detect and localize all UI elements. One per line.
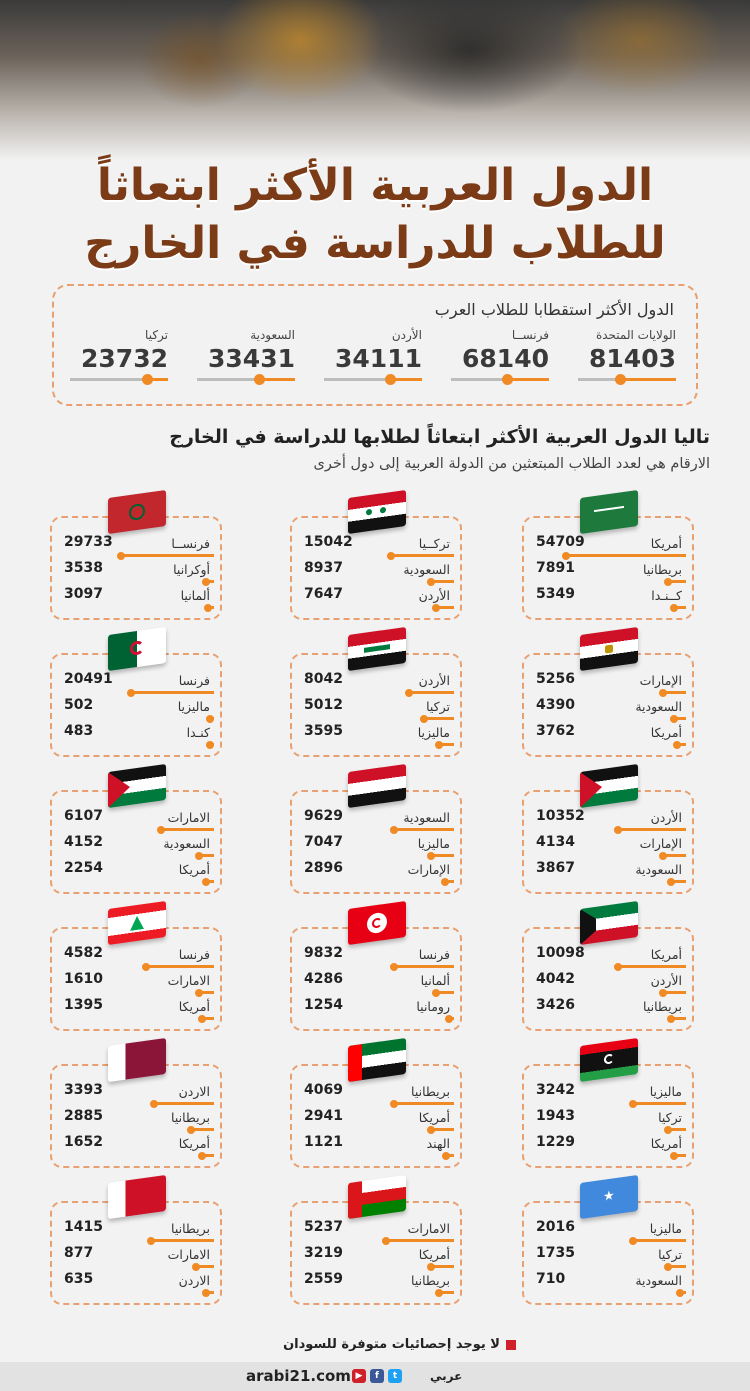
- destination-name: الأردن: [650, 810, 682, 825]
- jordan-flag: [108, 764, 166, 808]
- destination-bar-dot: [670, 604, 678, 612]
- destination-bar: [121, 554, 214, 557]
- destination-name: الإمارات: [639, 836, 682, 851]
- country-card: [50, 1201, 222, 1305]
- destination-row: [298, 858, 454, 884]
- destination-name: أمريكا: [418, 1110, 450, 1125]
- destination-name: بريطانيا: [643, 999, 682, 1014]
- destination-row: [530, 1243, 686, 1269]
- country-card: [522, 653, 694, 757]
- page-title-line1: الدول العربية الأكثر ابتعاثاً: [96, 160, 654, 211]
- destination-row: [58, 669, 214, 695]
- destination-name: كنـدا: [186, 725, 210, 740]
- egypt-flag: [580, 627, 638, 671]
- syria-flag: [348, 490, 406, 534]
- destination-name: تركيا: [426, 699, 450, 714]
- destination-name: بريطانيا: [171, 1221, 210, 1236]
- destination-value: 8937: [304, 560, 343, 576]
- top-destination-value: 33431: [208, 344, 295, 373]
- top-destination-name: الولايات المتحدة: [595, 328, 676, 342]
- destination-value: 635: [64, 1271, 94, 1287]
- destination-bar-dot: [676, 1289, 684, 1297]
- destination-bar: [161, 828, 214, 831]
- destination-row: [298, 532, 454, 558]
- destination-name: تركــيا: [418, 536, 450, 551]
- destination-value: 1121: [304, 1134, 343, 1150]
- destination-bar: [566, 554, 686, 557]
- country-card: [290, 653, 462, 757]
- destination-row: [58, 969, 214, 995]
- destination-row: [58, 1269, 214, 1295]
- country-card: [522, 1188, 694, 1305]
- destination-name: السعودية: [635, 1273, 682, 1288]
- top-destinations-box: [52, 284, 698, 406]
- country-card: [50, 927, 222, 1031]
- country-card: [290, 516, 462, 620]
- destination-value: 3867: [536, 860, 575, 876]
- destination-name: ألمانيا: [180, 588, 210, 603]
- destination-row: [530, 584, 686, 610]
- top-destination-name: السعودية: [250, 328, 295, 342]
- top-destination-value: 81403: [589, 344, 676, 373]
- destination-row: [58, 1243, 214, 1269]
- destination-row: [298, 969, 454, 995]
- destination-value: 3097: [64, 586, 103, 602]
- destination-name: ماليزيا: [417, 836, 450, 851]
- top-destination-bar-fill: [508, 378, 549, 381]
- destination-row: [58, 1080, 214, 1106]
- top-destination-bar-fill: [621, 378, 676, 381]
- country-card: [290, 927, 462, 1031]
- destination-row: [530, 806, 686, 832]
- destination-bar-dot: [445, 1015, 453, 1023]
- destination-name: الامارات: [167, 973, 210, 988]
- destination-bar: [394, 828, 454, 831]
- destination-row: [58, 943, 214, 969]
- top-destination-item: [451, 328, 549, 398]
- destination-bar-dot: [206, 741, 214, 749]
- destination-row: [298, 1080, 454, 1106]
- destination-bar: [424, 717, 454, 720]
- destination-row: [530, 995, 686, 1021]
- destination-row: [530, 1132, 686, 1158]
- destination-value: 483: [64, 723, 94, 739]
- top-destination-bar-track: [324, 378, 422, 381]
- destination-value: 2885: [64, 1108, 103, 1124]
- bahrain-flag: [108, 1175, 166, 1219]
- destination-row: [530, 1106, 686, 1132]
- destination-row: [530, 532, 686, 558]
- top-destination-bar-track: [70, 378, 168, 381]
- top-destination-name: الأردن: [391, 328, 422, 342]
- destination-name: فرنسا: [178, 673, 210, 688]
- destination-value: 6107: [64, 808, 103, 824]
- destination-row: [58, 584, 214, 610]
- lebanon-flag: [108, 901, 166, 945]
- destination-name: بريطانيا: [411, 1084, 450, 1099]
- destination-value: 54709: [536, 534, 585, 550]
- destination-value: 4286: [304, 971, 343, 987]
- destination-bar-dot: [667, 1015, 675, 1023]
- destination-value: 5012: [304, 697, 343, 713]
- sudan-note: لا يوجد إحصائيات متوفرة للسودان: [283, 1337, 500, 1352]
- destination-name: الاردن: [178, 1273, 210, 1288]
- somalia-flag: ★: [580, 1175, 638, 1219]
- destination-bar: [394, 1102, 454, 1105]
- destination-bar: [151, 1239, 214, 1242]
- destination-bar-dot: [667, 878, 675, 886]
- destination-value: 10098: [536, 945, 585, 961]
- destination-value: 5349: [536, 586, 575, 602]
- destination-name: الإمارات: [407, 862, 450, 877]
- destination-name: فرنســا: [171, 536, 210, 551]
- destination-bar: [391, 554, 454, 557]
- destination-value: 1735: [536, 1245, 575, 1261]
- destination-value: 1652: [64, 1134, 103, 1150]
- destination-name: أمريكا: [178, 862, 210, 877]
- site-link[interactable]: arabi21.com: [246, 1367, 351, 1385]
- destination-value: 4152: [64, 834, 103, 850]
- destination-row: [298, 1243, 454, 1269]
- destination-value: 7891: [536, 560, 575, 576]
- destination-value: 1415: [64, 1219, 103, 1235]
- top-destination-value: 23732: [81, 344, 168, 373]
- section-subtitle: الارقام هي لعدد الطلاب المبتعثين من الدولة العربية إلى دول أخرى: [313, 456, 710, 472]
- destination-value: 10352: [536, 808, 585, 824]
- uae-flag: [348, 1038, 406, 1082]
- destination-name: السعودية: [163, 836, 210, 851]
- destination-value: 4069: [304, 1082, 343, 1098]
- destination-value: 3219: [304, 1245, 343, 1261]
- destination-name: الأردن: [418, 673, 450, 688]
- destination-name: ألمانيا: [420, 973, 450, 988]
- destination-value: 2559: [304, 1271, 343, 1287]
- top-destination-name: فرنســا: [511, 328, 549, 342]
- destination-name: أمريكا: [418, 1247, 450, 1262]
- destination-name: ماليزيا: [649, 1221, 682, 1236]
- destination-name: بريطانيا: [411, 1273, 450, 1288]
- destination-value: 1610: [64, 971, 103, 987]
- destination-value: 8042: [304, 671, 343, 687]
- section-title: تاليا الدول العربية الأكثر ابتعاثاً لطلابها للدراسة في الخارج: [169, 426, 710, 448]
- destination-value: 20491: [64, 671, 113, 687]
- destination-name: الهند: [426, 1136, 450, 1151]
- destination-value: 2896: [304, 860, 343, 876]
- note-marker: [506, 1340, 516, 1350]
- country-card: [50, 653, 222, 757]
- destination-row: [58, 1217, 214, 1243]
- destination-bar-dot: [202, 878, 210, 886]
- top-destination-item: [70, 328, 168, 398]
- destination-row: [530, 943, 686, 969]
- destination-name: ماليزيا: [649, 1084, 682, 1099]
- facebook-icon[interactable]: f: [370, 1369, 384, 1383]
- destination-row: [298, 721, 454, 747]
- destination-name: الأردن: [650, 973, 682, 988]
- destination-row: [58, 995, 214, 1021]
- destination-value: 7047: [304, 834, 343, 850]
- destination-name: السعودية: [635, 699, 682, 714]
- destination-value: 3595: [304, 723, 343, 739]
- top-destination-bar-track: [578, 378, 676, 381]
- destination-row: [58, 558, 214, 584]
- destination-row: [298, 832, 454, 858]
- destination-value: 3393: [64, 1082, 103, 1098]
- destination-name: أمريكا: [178, 1136, 210, 1151]
- top-destination-bar-knob: [385, 374, 396, 385]
- destination-name: أمريكا: [650, 947, 682, 962]
- destination-name: تركيا: [658, 1110, 682, 1125]
- destination-row: [298, 1132, 454, 1158]
- destination-name: بريطانيا: [643, 562, 682, 577]
- yemen-flag: [348, 764, 406, 808]
- destination-name: الاردن: [178, 1084, 210, 1099]
- destination-bar-dot: [435, 741, 443, 749]
- oman-flag: [348, 1175, 406, 1219]
- top-destination-value: 34111: [335, 344, 422, 373]
- destination-value: 3242: [536, 1082, 575, 1098]
- destination-name: الامارات: [407, 1221, 450, 1236]
- top-destination-item: [324, 328, 422, 398]
- destination-bar-dot: [198, 1015, 206, 1023]
- destination-name: ماليزيا: [177, 699, 210, 714]
- top-destinations-title: الدول الأكثر استقطابا للطلاب العرب: [434, 300, 674, 319]
- destination-bar-dot: [202, 1289, 210, 1297]
- destination-value: 3762: [536, 723, 575, 739]
- destination-row: [530, 669, 686, 695]
- destination-name: كــنـدا: [651, 588, 682, 603]
- top-destination-bar-knob: [502, 374, 513, 385]
- destination-value: 29733: [64, 534, 113, 550]
- destination-row: [530, 1217, 686, 1243]
- destination-name: أمريكا: [650, 725, 682, 740]
- destination-name: الإمارات: [639, 673, 682, 688]
- destination-value: 2254: [64, 860, 103, 876]
- destination-name: بريطانيا: [171, 1110, 210, 1125]
- destination-value: 2016: [536, 1219, 575, 1235]
- country-card: [522, 1064, 694, 1168]
- destination-row: [298, 558, 454, 584]
- destination-bar: [633, 1102, 686, 1105]
- country-card: [522, 927, 694, 1031]
- destination-bar-dot: [673, 741, 681, 749]
- destination-bar: [154, 1102, 214, 1105]
- destination-name: أمريكا: [178, 999, 210, 1014]
- palestine-flag: [580, 764, 638, 808]
- destination-bar-dot: [204, 604, 212, 612]
- destination-row: [298, 1269, 454, 1295]
- destination-value: 4042: [536, 971, 575, 987]
- destination-name: رومانيا: [416, 999, 450, 1014]
- top-destinations-list: [66, 328, 676, 398]
- destination-bar: [394, 965, 454, 968]
- qatar-flag: [108, 1038, 166, 1082]
- destination-value: 3538: [64, 560, 103, 576]
- destination-name: ماليزيا: [417, 725, 450, 740]
- destination-row: [58, 1106, 214, 1132]
- top-destination-bar-track: [451, 378, 549, 381]
- destination-name: أمريكا: [650, 536, 682, 551]
- destination-row: [530, 695, 686, 721]
- destination-name: فرنسا: [418, 947, 450, 962]
- destination-row: [530, 858, 686, 884]
- destination-row: [298, 695, 454, 721]
- destination-name: أمريكا: [650, 1136, 682, 1151]
- destination-name: الامارات: [167, 1247, 210, 1262]
- top-destination-value: 68140: [462, 344, 549, 373]
- destination-row: [298, 584, 454, 610]
- destination-name: تركيا: [658, 1247, 682, 1262]
- destination-value: 9832: [304, 945, 343, 961]
- destination-row: [530, 1080, 686, 1106]
- top-destination-bar-track: [197, 378, 295, 381]
- destination-bar: [618, 828, 686, 831]
- destination-value: 4134: [536, 834, 575, 850]
- destination-bar-dot: [441, 878, 449, 886]
- top-destination-bar-knob: [615, 374, 626, 385]
- destination-value: 4582: [64, 945, 103, 961]
- destination-row: [298, 995, 454, 1021]
- destination-value: 1395: [64, 997, 103, 1013]
- country-card: [50, 790, 222, 894]
- destination-row: [298, 669, 454, 695]
- country-card: [50, 1064, 222, 1168]
- footer: [0, 1362, 750, 1391]
- destination-value: 710: [536, 1271, 566, 1287]
- destination-bar: [386, 1239, 454, 1242]
- destination-value: 5256: [536, 671, 575, 687]
- destination-name: الأردن: [418, 588, 450, 603]
- destination-row: [58, 832, 214, 858]
- destination-value: 3426: [536, 997, 575, 1013]
- destination-row: [58, 806, 214, 832]
- country-card: [290, 1201, 462, 1305]
- destination-value: 877: [64, 1245, 94, 1261]
- destination-bar: [618, 965, 686, 968]
- destination-bar-dot: [432, 604, 440, 612]
- destination-bar-dot: [435, 1289, 443, 1297]
- destination-bar-dot: [198, 1152, 206, 1160]
- top-destination-item: [197, 328, 295, 398]
- destination-value: 1943: [536, 1108, 575, 1124]
- top-destination-item: [578, 328, 676, 398]
- destination-bar: [409, 691, 454, 694]
- country-card: [522, 790, 694, 894]
- destination-bar-dot: [442, 1152, 450, 1160]
- country-card: [522, 516, 694, 620]
- destination-value: 2941: [304, 1108, 343, 1124]
- destination-row: [298, 943, 454, 969]
- destination-bar: [146, 965, 214, 968]
- destination-name: السعودية: [403, 810, 450, 825]
- destination-value: 1229: [536, 1134, 575, 1150]
- twitter-icon[interactable]: t: [388, 1369, 402, 1383]
- destination-value: 1254: [304, 997, 343, 1013]
- top-destination-bar-knob: [142, 374, 153, 385]
- page-title-line2: للطلاب للدراسة في الخارج: [84, 218, 666, 269]
- destination-bar: [633, 1239, 686, 1242]
- libya-flag: [580, 1038, 638, 1082]
- destination-row: [530, 1269, 686, 1295]
- destination-bar-dot: [670, 1152, 678, 1160]
- youtube-icon[interactable]: ▶: [352, 1369, 366, 1383]
- destination-value: 5237: [304, 1219, 343, 1235]
- kuwait-flag: [580, 901, 638, 945]
- top-destination-name: تركيا: [145, 328, 168, 342]
- destination-row: [58, 721, 214, 747]
- tunisia-flag: [348, 901, 406, 945]
- destination-row: [58, 858, 214, 884]
- destination-row: [530, 558, 686, 584]
- destination-value: 502: [64, 697, 94, 713]
- destination-name: السعودية: [403, 562, 450, 577]
- morocco-flag: [108, 490, 166, 534]
- country-card: [290, 1064, 462, 1168]
- country-card: [50, 516, 222, 620]
- destination-name: فرنسا: [178, 947, 210, 962]
- destination-row: [530, 832, 686, 858]
- destination-row: [58, 532, 214, 558]
- top-destination-bar-fill: [260, 378, 295, 381]
- destination-row: [58, 1132, 214, 1158]
- destination-row: [530, 969, 686, 995]
- top-destination-bar-knob: [254, 374, 265, 385]
- destination-row: [58, 695, 214, 721]
- destination-name: الامارات: [167, 810, 210, 825]
- destination-bar: [131, 691, 214, 694]
- destination-value: 9629: [304, 808, 343, 824]
- destination-name: السعودية: [635, 862, 682, 877]
- destination-value: 7647: [304, 586, 343, 602]
- algeria-flag: [108, 627, 166, 671]
- destination-row: [298, 1106, 454, 1132]
- country-card: [290, 790, 462, 894]
- saudi-flag: [580, 490, 638, 534]
- destination-value: 4390: [536, 697, 575, 713]
- destination-value: 15042: [304, 534, 353, 550]
- destination-row: [298, 806, 454, 832]
- destination-row: [298, 1217, 454, 1243]
- iraq-flag: [348, 627, 406, 671]
- brand-logo: عربي: [430, 1369, 463, 1383]
- destination-row: [530, 721, 686, 747]
- destination-name: أوكرانيا: [173, 562, 210, 577]
- header-photo: [0, 0, 750, 160]
